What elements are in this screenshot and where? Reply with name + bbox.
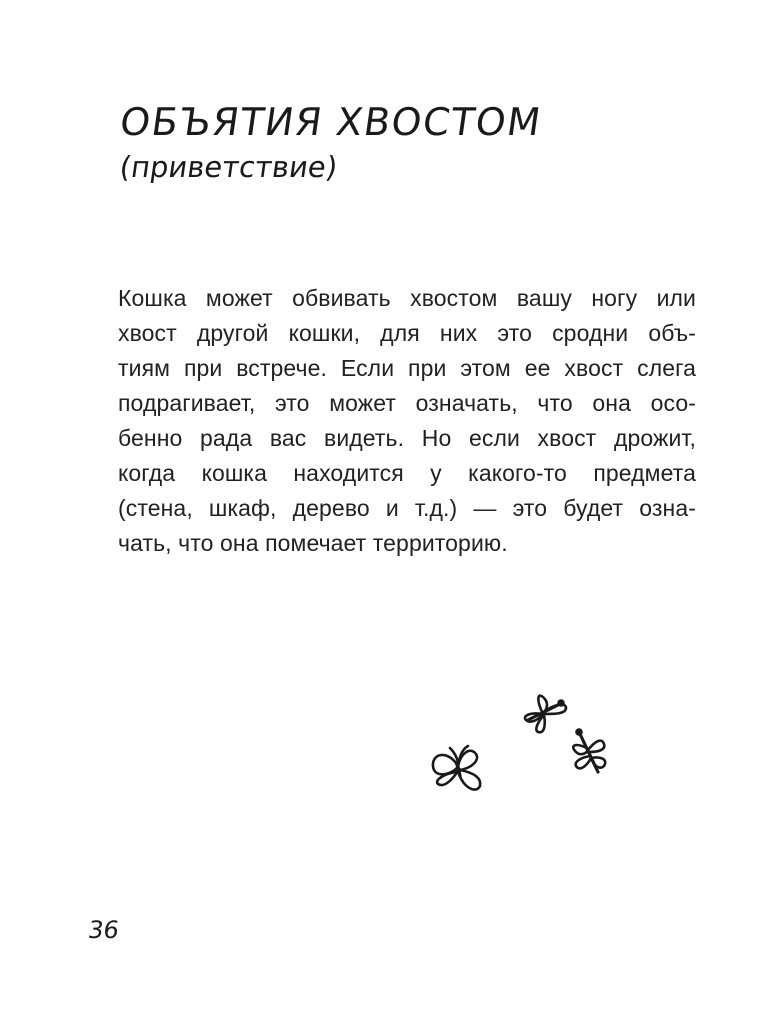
page-number: 36 — [86, 916, 121, 944]
page-title: ОБЪЯТИЯ ХВОСТОМ — [117, 100, 545, 144]
dragonfly-icon — [573, 730, 605, 773]
body-line: когда кошка находится у какого-то предмета — [118, 460, 696, 486]
insects-illustration — [420, 684, 620, 804]
page-subtitle: (приветствие) — [117, 150, 340, 184]
body-line: (стена, шкаф, дерево и т.д.) — это будет озна- — [118, 495, 696, 521]
body-line: бенно рада вас видеть. Но если хвост дрожит, — [118, 425, 696, 451]
body-line: Кошка может обвивать хвостом вашу ногу или — [118, 285, 696, 311]
butterfly-icon — [433, 746, 480, 790]
body-line: подрагивает, это может означать, что она осо- — [118, 390, 696, 416]
dragonfly-icon — [525, 696, 566, 733]
body-line: тиям при встрече. Если при этом ее хвост слега — [118, 355, 696, 381]
body-line: хвост другой кошки, для них это сродни объ- — [118, 320, 696, 346]
body-line: чать, что она помечает территорию. — [118, 530, 508, 556]
body-paragraph — [118, 281, 696, 561]
